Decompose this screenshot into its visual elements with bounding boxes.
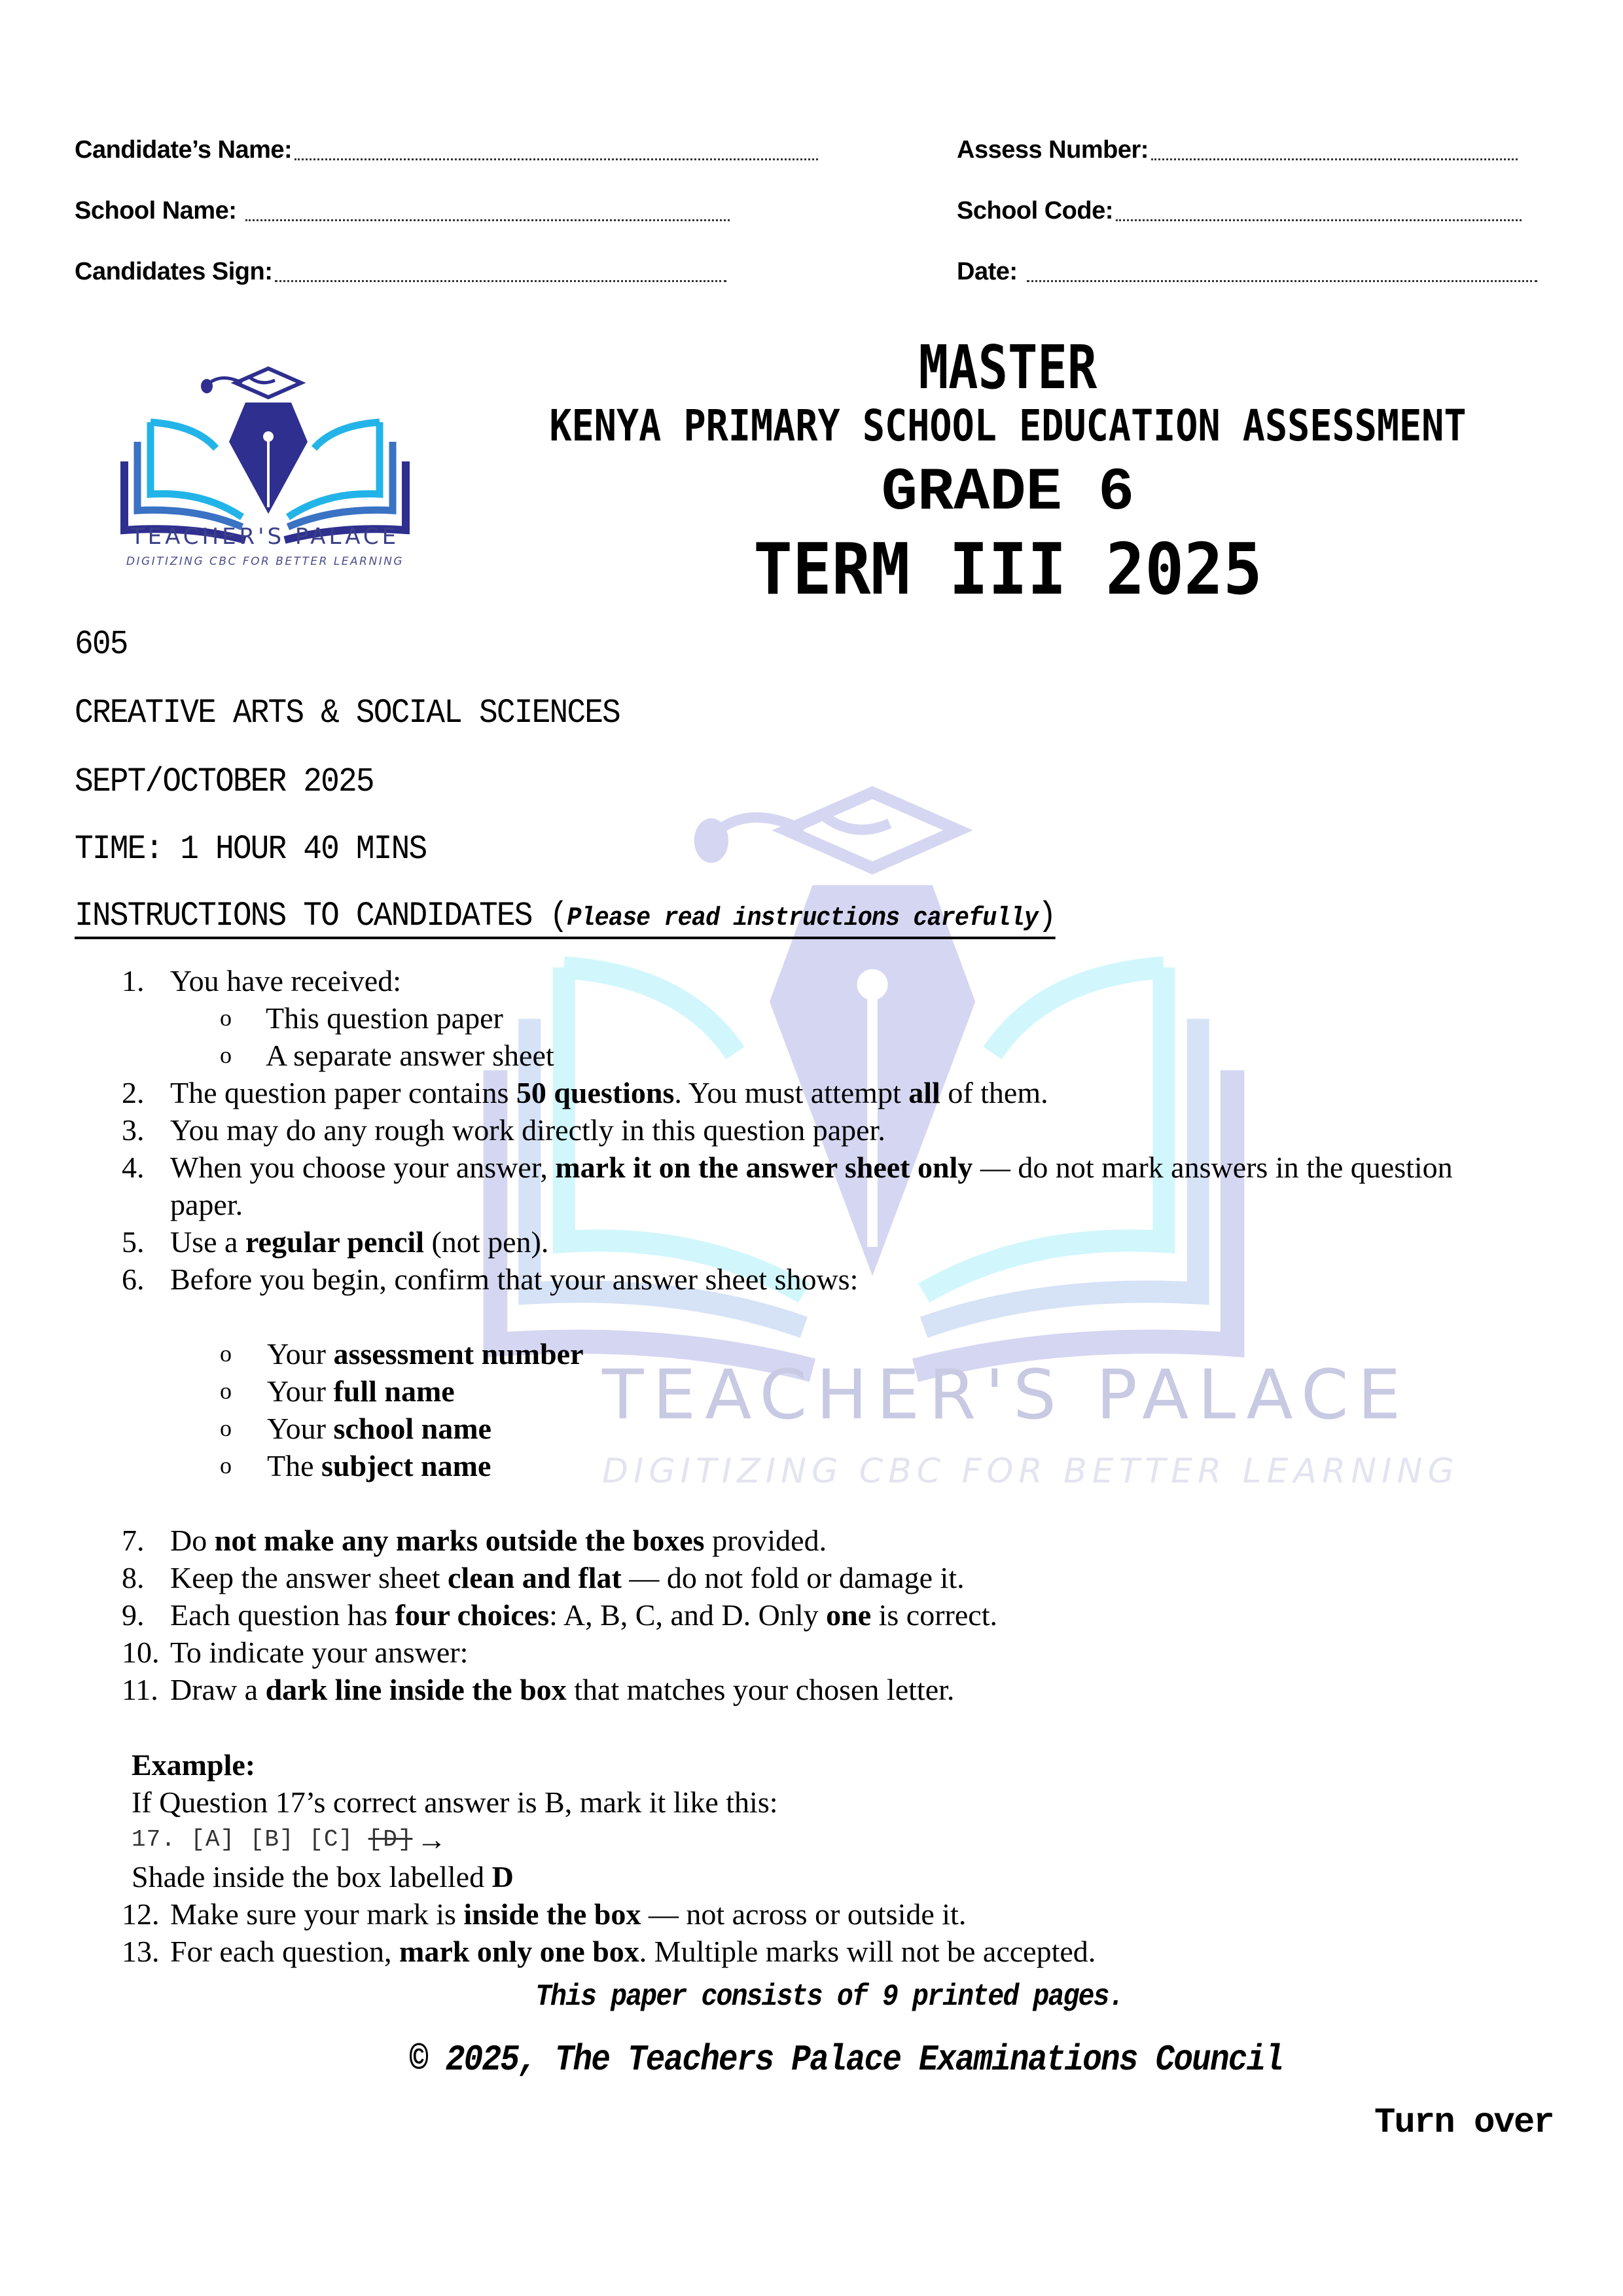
candidate-sign-line[interactable] [275,280,726,282]
logo-tagline: DIGITIZING CBC FOR BETTER LEARNING [126,555,404,568]
pages-note: This paper consists of 9 printed pages. [535,1980,1124,2014]
paper-subject: CREATIVE ARTS & SOCIAL SCIENCES [75,694,620,732]
bullet-icon: o [220,1340,232,1367]
instruction-item-11: 11. Draw a dark line inside the box that matches your chosen letter. [122,1673,955,1706]
instruction-item-3: 3. You may do any rough work directly in this question paper. [122,1113,885,1147]
paper-time: TIME: 1 HOUR 40 MINS [75,830,427,869]
confirm-item: o Your assessment number [122,1335,584,1372]
title-master: MASTER [918,332,1097,403]
logo-title: TEACHER'S PALACE [130,524,400,550]
date-label: Date: [957,258,1018,285]
arrow-right-icon: → [416,1823,447,1856]
school-code-label: School Code: [957,197,1113,224]
instruction-item-7: 7. Do not make any marks outside the boxes provided. [122,1524,827,1557]
instruction-text: You have received: [170,964,401,997]
turn-over-label: Turn over [1374,2103,1554,2143]
instruction-item-6: 6. Before you begin, confirm that your answer sheet shows: [122,1263,859,1296]
school-code-field[interactable] [957,197,1522,225]
candidate-name-field[interactable] [75,136,818,164]
bullet-icon: o [220,1378,232,1404]
bullet-icon: o [220,1452,232,1479]
watermark-title: TEACHER'S PALACE [602,1355,1410,1435]
example-answer-code: 17. [A] [B] [C] [D] → [132,1821,446,1858]
bullet-icon: o [220,1005,232,1031]
instructions-heading [75,897,1056,939]
received-item: o A separate answer sheet [122,1037,554,1074]
instruction-item-1: 1. You have received: [122,962,401,999]
assess-number-line[interactable] [1151,158,1518,160]
title-term: TERM III 2025 [753,529,1262,611]
instruction-item-12: 12. Make sure your mark is inside the box — not across or outside it. [122,1897,967,1931]
example-shade-text: Shade inside the box labelled D [132,1860,514,1893]
instructions-heading-text: INSTRUCTIONS TO CANDIDATES ( [75,897,567,935]
received-item: o This question paper [122,999,503,1037]
instruction-item-2: 2. The question paper contains 50 questions. You must attempt all of them. [122,1076,1048,1109]
instruction-item-4: 4. When you choose your answer, mark it on the answer sheet only — do not mark answers in the question [122,1151,1453,1184]
assess-number-label: Assess Number: [957,136,1149,164]
instructions-heading-close: ) [1037,897,1056,935]
candidate-name-line[interactable] [294,158,818,160]
instruction-item-8: 8. Keep the answer sheet clean and flat — do not fold or damage it. [122,1561,965,1594]
candidate-name-label: Candidate’s Name: [75,136,293,164]
confirm-item: o Your full name [122,1372,455,1410]
school-name-field[interactable] [75,197,730,225]
assess-number-field[interactable] [957,136,1518,164]
school-name-line[interactable] [245,219,730,221]
date-line[interactable] [1027,280,1537,282]
candidate-sign-label: Candidates Sign: [75,258,273,285]
instruction-item-10: 10. To indicate your answer: [122,1636,469,1669]
example-text: If Question 17’s correct answer is B, mark it like this: [132,1785,778,1819]
copyright-notice: © 2025, The Teachers Palace Examinations Council [409,2039,1283,2081]
example-label: Example: [132,1748,256,1782]
instruction-item-9: 9. Each question has four choices: A, B, C, and D. Only one is correct. [122,1598,997,1632]
paper-session: SEPT/OCTOBER 2025 [75,762,374,801]
date-field[interactable] [957,258,1537,286]
title-grade: GRADE 6 [881,458,1135,527]
school-code-line[interactable] [1116,219,1522,221]
title-assessment-name: KENYA PRIMARY SCHOOL EDUCATION ASSESSMENT [549,401,1467,451]
confirm-item: o Your school name [122,1410,491,1447]
instruction-item-4-continued: paper. [170,1188,243,1221]
instructions-list [122,962,1588,1983]
watermark-tagline: DIGITIZING CBC FOR BETTER LEARNING [602,1452,1459,1491]
bullet-icon: o [220,1042,232,1068]
paper-code: 605 [75,625,128,664]
confirm-item: o The subject name [122,1447,491,1484]
struck-option-d: [D] [368,1826,413,1853]
instructions-subheading: Please read instructions carefully [567,904,1038,933]
bullet-icon: o [220,1415,232,1441]
instruction-item-5: 5. Use a regular pencil (not pen). [122,1225,549,1259]
instruction-item-13: 13. For each question, mark only one box. Multiple marks will not be accepted. [122,1935,1096,1968]
school-name-label: School Name: [75,197,237,224]
candidate-sign-field[interactable] [75,258,726,286]
